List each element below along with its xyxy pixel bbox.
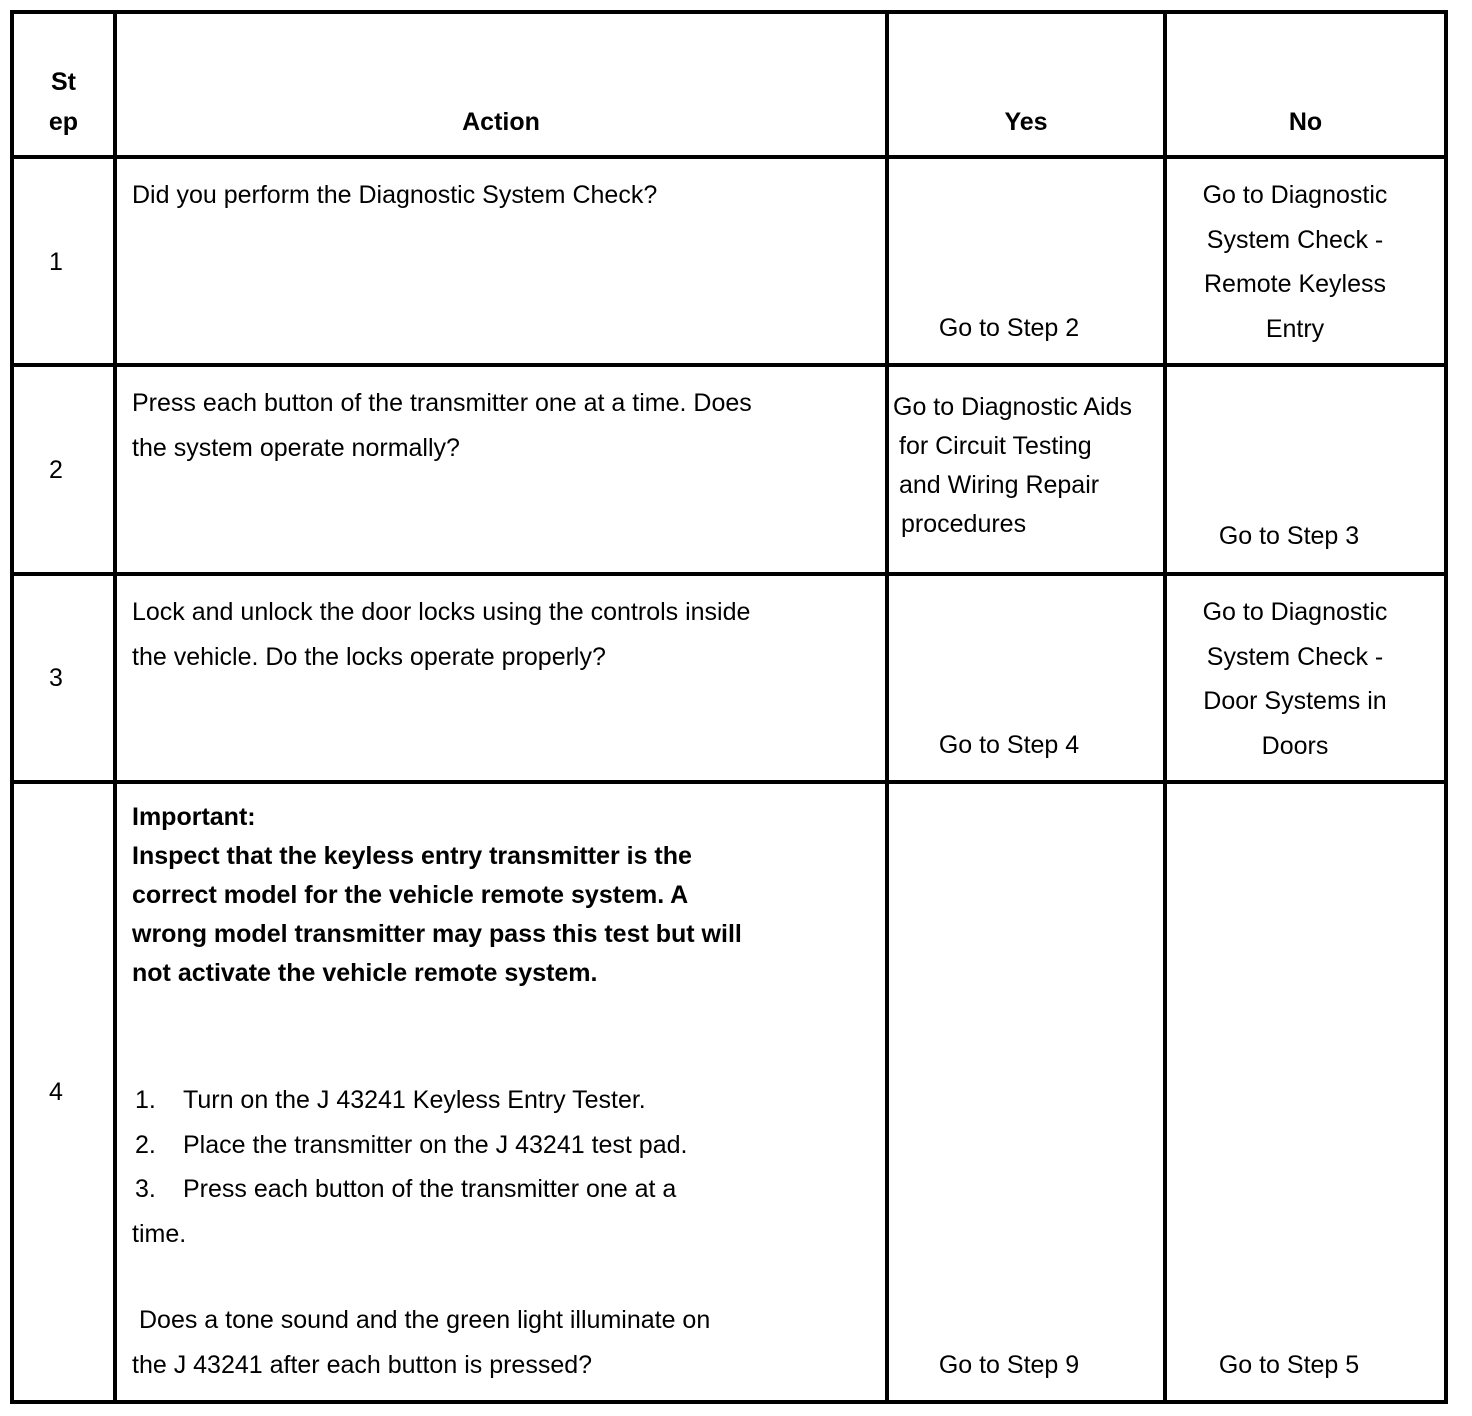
header-action: Action	[462, 108, 540, 136]
yes-result: Go to Step 4	[938, 731, 1080, 759]
column-divider	[885, 10, 889, 1404]
important-label: Important:	[132, 803, 256, 831]
header-no: No	[1288, 108, 1323, 136]
row-divider	[10, 780, 1448, 784]
list-item: 1. Turn on the J 43241 Keyless Entry Tester.	[135, 1086, 646, 1114]
question-text: Does a tone sound and the green light illuminate on the J 43241 after each button is pressed?	[132, 1306, 711, 1379]
no-result: Go to Diagnostic System Check - Remote Keyless Entry	[1202, 181, 1388, 343]
yes-result: Go to Diagnostic Aids for Circuit Testing and Wiring Repair procedures	[893, 393, 1133, 538]
no-result: Go to Step 3	[1218, 522, 1360, 550]
action-text: Did you perform the Diagnostic System Check?	[132, 181, 658, 209]
action-text: Press each button of the transmitter one at a time. Does the system operate normally?	[132, 389, 752, 462]
header-step: St ep	[48, 68, 79, 136]
table-border-top	[10, 10, 1448, 14]
important-note: Important: Inspect that the keyless entry transmitter is the correct model for the vehicle remote system. A wrong model transmitter may pass this test but will not activate the vehicle remote system.	[132, 798, 742, 993]
step-number: 3	[49, 664, 63, 692]
no-result: Go to Diagnostic System Check - Door Systems in Doors	[1202, 598, 1388, 760]
list-item: 3. Press each button of the transmitter one at a	[135, 1175, 677, 1203]
table-border-left	[10, 10, 14, 1404]
step-number: 2	[49, 456, 63, 484]
list-item: 2. Place the transmitter on the J 43241 test pad.	[135, 1130, 688, 1159]
header-yes: Yes	[1004, 108, 1048, 136]
procedure-list: 1. Turn on the J 43241 Keyless Entry Tester. 2. Place the transmitter on the J 43241 test pad. 3. Press each button of the transmitter one at a time.	[132, 1078, 687, 1256]
column-divider	[113, 10, 117, 1404]
action-text: Lock and unlock the door locks using the controls inside the vehicle. Do the locks operate properly?	[132, 598, 751, 671]
table-border-right	[1444, 10, 1448, 1404]
no-result: Go to Step 5	[1218, 1351, 1360, 1379]
row-divider	[10, 572, 1448, 576]
row-divider	[10, 363, 1448, 367]
header-divider	[10, 155, 1448, 159]
step-number: 4	[49, 1078, 63, 1106]
step-number: 1	[49, 248, 63, 276]
yes-result: Go to Step 9	[938, 1351, 1080, 1379]
yes-result: Go to Step 2	[938, 314, 1080, 342]
table-border-bottom	[10, 1400, 1448, 1404]
